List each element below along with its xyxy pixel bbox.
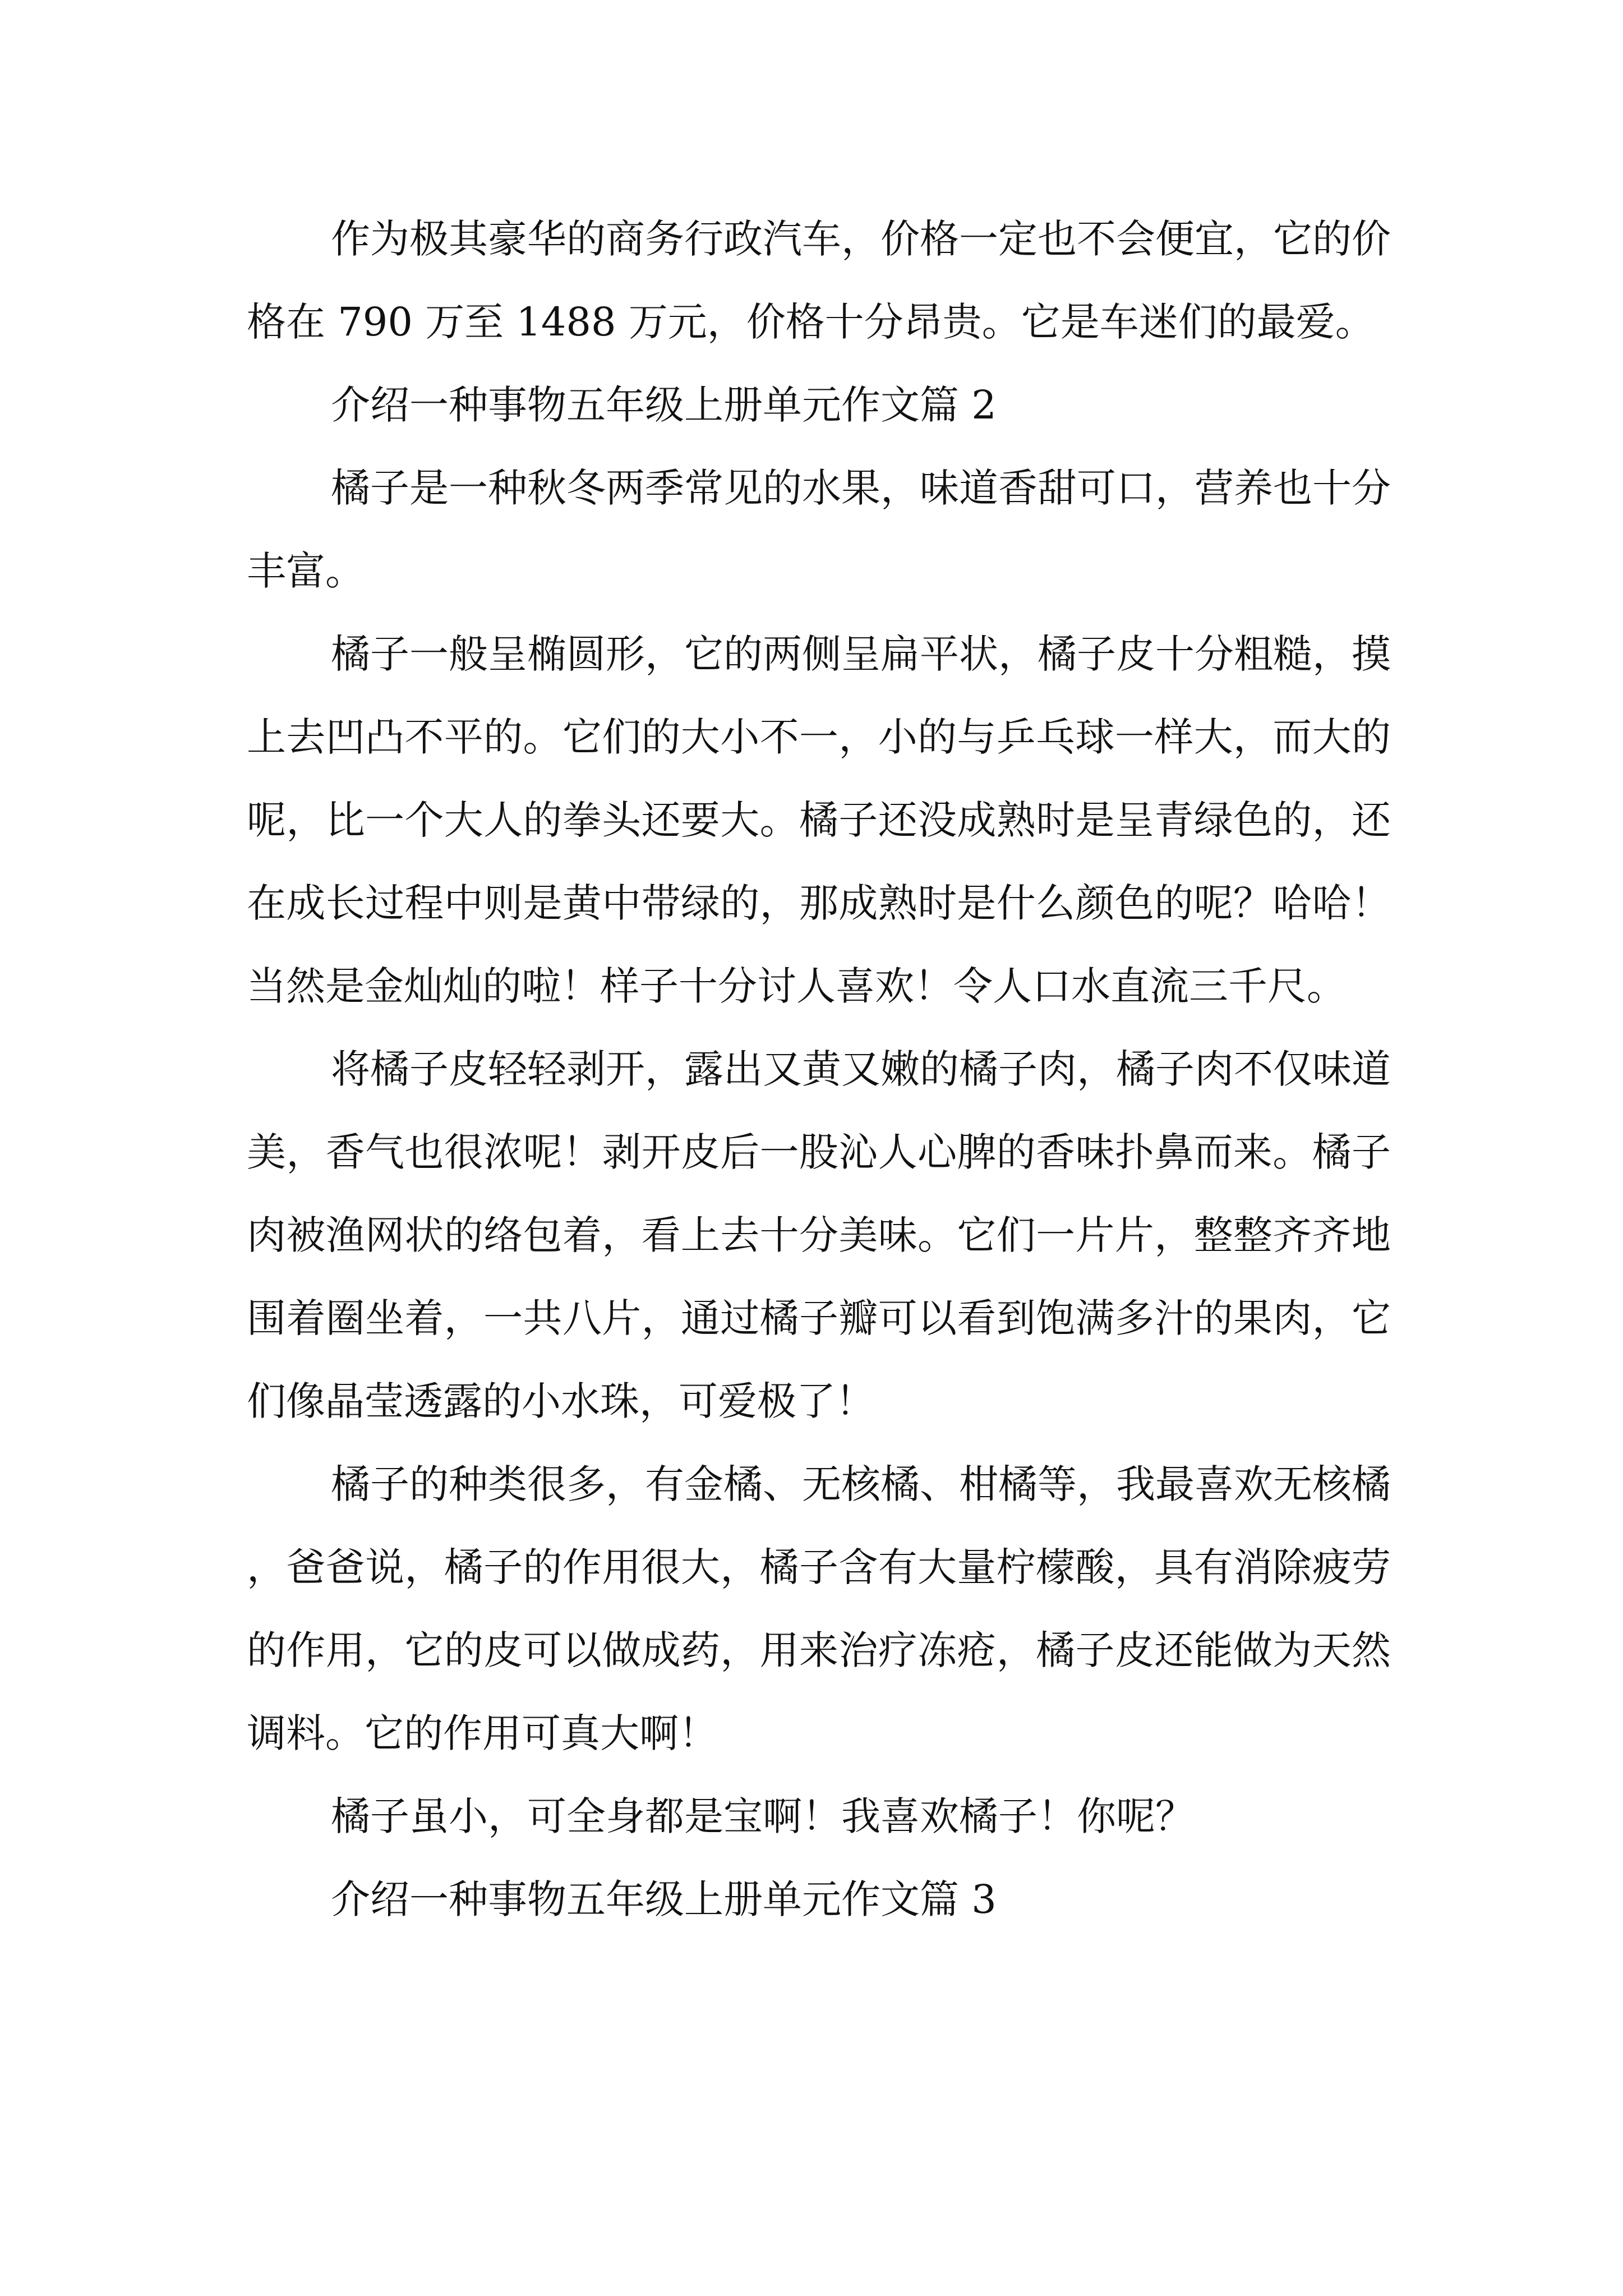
document-body bbox=[247, 197, 1391, 1941]
paragraph-orange-intro: 橘子是一种秋冬两季常见的水果，味道香甜可口，营养也十分丰富。 bbox=[247, 465, 1391, 594]
section-heading-2: 介绍一种事物五年级上册单元作文篇 2 bbox=[331, 382, 997, 428]
paragraph-orange-appearance: 橘子一般呈椭圆形，它的两侧呈扁平状，橘子皮十分粗糙，摸上去凹凸不平的。它们的大小不一，小的与乒乓球一样大，而大的呢，比一个大人的拳头还要大。橘子还没成熟时是呈青绿色的，还在成长过程中则是黄中带绿的，那成熟时是什么颜色的呢？哈哈！当然是金灿灿的啦！样子十分讨人喜欢！令人口水直流三千尺。 bbox=[247, 631, 1391, 1009]
paragraph-orange-varieties: 橘子的种类很多，有金橘、无核橘、柑橘等，我最喜欢无核橘，爸爸说，橘子的作用很大，橘子含有大量柠檬酸，具有消除疲劳的作用，它的皮可以做成药，用来治疗冻疮，橘子皮还能做为天然调料。它的作用可真大啊！ bbox=[247, 1461, 1391, 1756]
section-heading-3: 介绍一种事物五年级上册单元作文篇 3 bbox=[331, 1876, 997, 1922]
paragraph-car-price: 作为极其豪华的商务行政汽车，价格一定也不会便宜，它的价格在 790 万至 1488 万元，价格十分昂贵。它是车迷们的最爱。 bbox=[247, 216, 1391, 345]
paragraph-orange-conclusion: 橘子虽小，可全身都是宝啊！我喜欢橘子！你呢？ bbox=[331, 1793, 1195, 1839]
paragraph-orange-flesh: 将橘子皮轻轻剥开，露出又黄又嫩的橘子肉，橘子肉不仅味道美，香气也很浓呢！剥开皮后一股沁人心脾的香味扑鼻而来。橘子肉被渔网状的络包着，看上去十分美味。它们一片片，整整齐齐地围着圈坐着，一共八片，通过橘子瓣可以看到饱满多汁的果肉，它们像晶莹透露的小水珠，可爱极了！ bbox=[247, 1046, 1391, 1424]
